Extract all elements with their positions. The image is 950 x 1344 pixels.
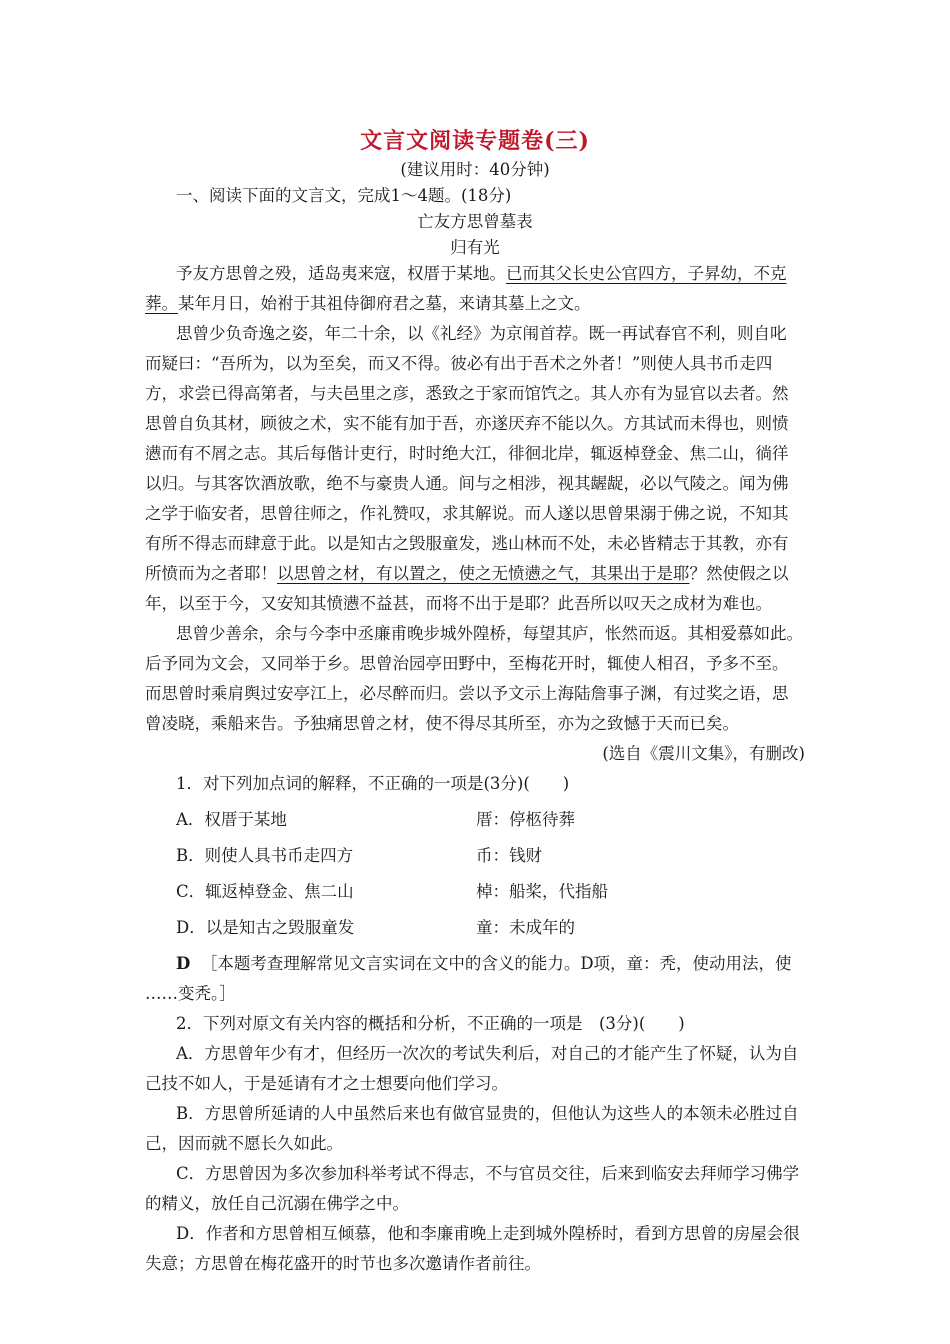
text-title: 亡友方思曾墓表 [417, 212, 533, 231]
p3-line2: 后予同为文会，又同举于乡。思曾治园亭田野中，至梅花开时，辄使人相召，予多不至。 [145, 654, 789, 673]
q2-option-a-line2: 己技不如人，于是延请有才之士想要向他们学习。 [145, 1074, 508, 1093]
q2-option-c-line1: C．方思曾因为多次参加科举考试不得志，不与官员交往，后来到临安去拜师学习佛学 [176, 1164, 800, 1183]
p2-line7: 之学于临安者，思曾往师之，作礼赞叹，求其解说。而人遂以思曾果溺于佛之说，不知其 [145, 504, 789, 523]
q1-option-a: A．权厝于某地 [176, 810, 287, 829]
q1-answer-letter: D [176, 954, 191, 973]
p2-line8: 有所不得志而肆意于此。以是知古之毁服童发，逃山林而不处，未必皆精志于其教，亦有 [145, 534, 789, 553]
p2-line3: 方，求尝已得高第者，与夫邑里之彦，悉致之于家而馆饩之。其人亦有为显官以去者。然 [145, 384, 789, 403]
q2-stem: 2．下列对原文有关内容的概括和分析，不正确的一项是 (3分)( ) [176, 1014, 685, 1033]
source-citation: (选自《震川文集》，有删改) [602, 744, 805, 763]
p3-line3: 而思曾时乘肩舆过安亭江上，必尽醉而归。尝以予文示上海陆詹事子渊，有过奖之语，思 [145, 684, 789, 703]
q1-option-d: D．以是知古之毁服童发 [176, 918, 355, 937]
section-heading: 一、阅读下面的文言文，完成1～4题。(18分) [176, 186, 512, 205]
underlined-sentence-2: 以思曾之材，有以置之，使之无愤懑之气，其果出于是耶 [277, 564, 690, 583]
p2-line10: 年，以至于今，又安知其愤懑不益甚，而将不出于是耶？此吾所以叹天之成材为难也。 [145, 594, 772, 613]
q1-option-b-explanation: 币：钱财 [476, 846, 542, 865]
p2-line1: 思曾少负奇逸之姿，年二十余，以《礼经》为京闱首荐。既一再试春官不利，则自叱 [176, 324, 787, 343]
page-title: 文言文阅读专题卷(三) [360, 128, 590, 154]
q2-option-d-line1: D．作者和方思曾相互倾慕，他和李廉甫晚上走到城外隍桥时，看到方思曾的房屋会很 [176, 1224, 800, 1243]
p1-line2: 葬。某年月日，始祔于其祖侍御府君之墓，来请其墓上之文。 [145, 294, 591, 313]
underlined-sentence-end: 葬。 [145, 294, 178, 313]
p2-line9: 所愤而为之者耶！以思曾之材，有以置之，使之无愤懑之气，其果出于是耶？然使假之以 [145, 564, 789, 583]
q2-option-c-line2: 的精义，放任自己沉溺在佛学之中。 [145, 1194, 409, 1213]
underlined-sentence: 已而其父长史公官四方，子昇幼，不克 [506, 264, 787, 283]
text-author: 归有光 [450, 238, 500, 257]
p2-line5: 懑而有不屑之志。其后每偕计吏行，时时绝大江，徘徊北岸，辄返棹登金、焦二山，徜徉 [145, 444, 789, 463]
suggested-time: (建议用时：40分钟) [400, 160, 550, 179]
p3-line4: 曾凌晓，乘船来告。予独痛思曾之材，使不得尽其所至，亦为之致憾于天而已矣。 [145, 714, 739, 733]
p2-line4: 思曾自负其材，顾彼之术，实不能有加于吾，亦遂厌弃不能以久。方其试而未得也，则愤 [145, 414, 789, 433]
p2-line2: 而疑曰：“吾所为，以为至矣，而又不得。彼必有出于吾术之外者！”则使人具书币走四 [145, 354, 773, 373]
q1-answer-line1: D ［本题考查理解常见文言实词在文中的含义的能力。D项，童：秃，使动用法，使 [176, 954, 792, 973]
q2-option-b-line2: 己，因而就不愿长久如此。 [145, 1134, 343, 1153]
q2-option-d-line2: 失意；方思曾在梅花盛开的时节也多次邀请作者前往。 [145, 1254, 541, 1273]
q1-answer-line2: ……变秃。］ [145, 984, 236, 1003]
q1-option-c-explanation: 棹：船桨，代指船 [476, 882, 608, 901]
q1-option-c: C．辄返棹登金、焦二山 [176, 882, 354, 901]
q1-stem: 1．对下列加点词的解释，不正确的一项是(3分)( ) [176, 774, 570, 793]
q2-option-a-line1: A．方思曾年少有才，但经历一次次的考试失利后，对自己的才能产生了怀疑，认为自 [176, 1044, 799, 1063]
q1-option-a-explanation: 厝：停柩待葬 [476, 810, 575, 829]
p2-line6: 以归。与其客饮酒放歌，绝不与豪贵人通。间与之相涉，视其龌龊，必以气陵之。闻为佛 [145, 474, 789, 493]
q2-option-b-line1: B．方思曾所延请的人中虽然后来也有做官显贵的，但他认为这些人的本领未必胜过自 [176, 1104, 799, 1123]
q1-option-d-explanation: 童：未成年的 [476, 918, 575, 937]
p3-line1: 思曾少善余，余与今李中丞廉甫晚步城外隍桥，每望其庐，怅然而返。其相爱慕如此。 [176, 624, 803, 643]
q1-option-b: B．则使人具书币走四方 [176, 846, 354, 865]
p1-line1: 予友方思曾之殁，适岛夷来寇，权厝于某地。已而其父长史公官四方，子昇幼，不克 [176, 264, 787, 283]
